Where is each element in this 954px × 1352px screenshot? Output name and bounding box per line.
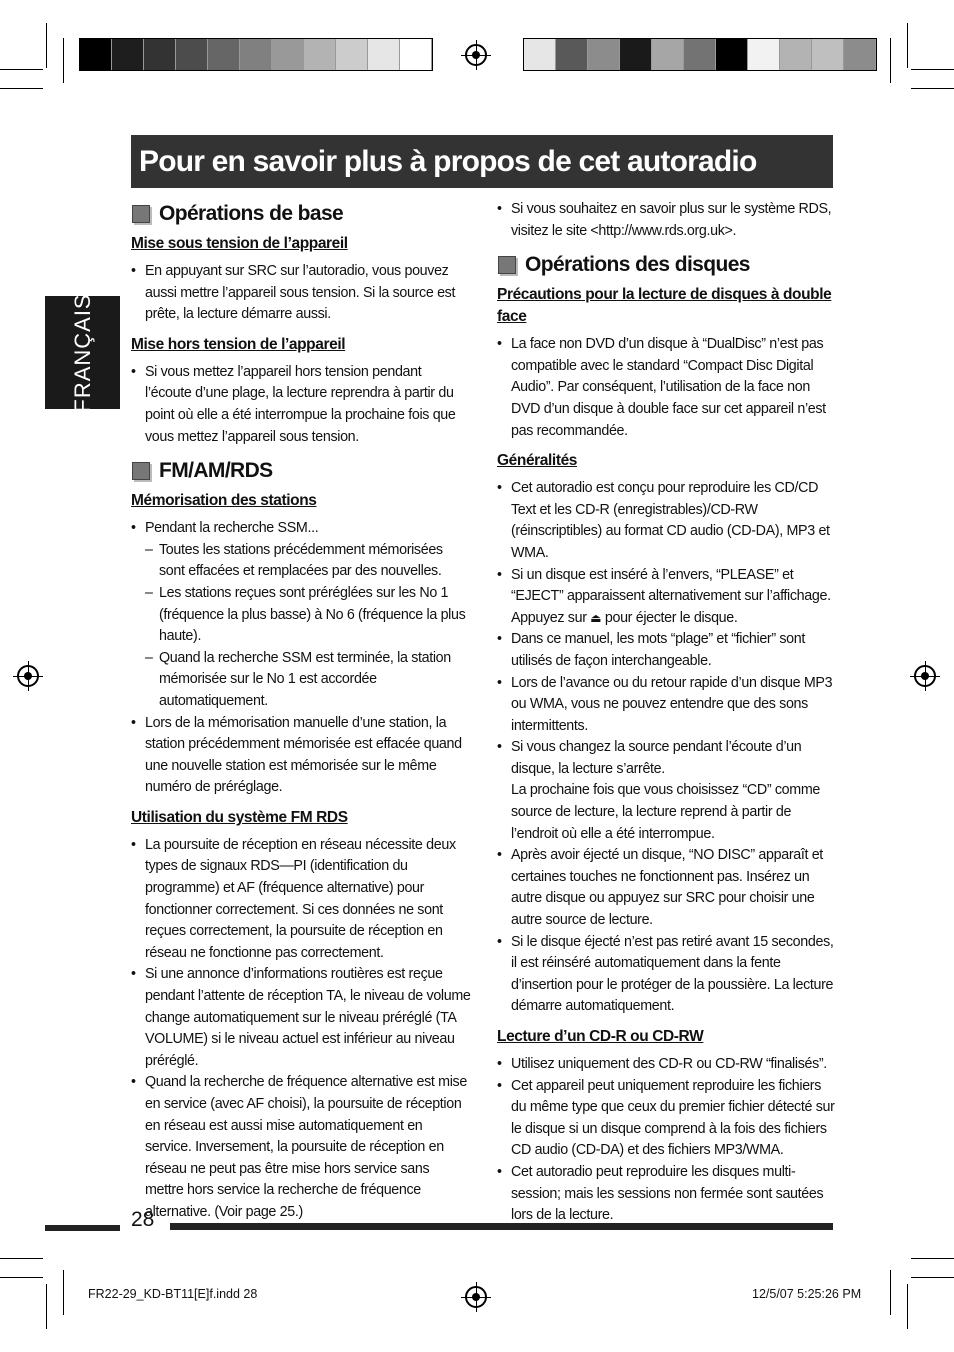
crop-mark: [911, 69, 954, 70]
crop-mark: [890, 38, 891, 83]
subheading: Généralités: [497, 452, 578, 470]
page-number: 28: [131, 1208, 155, 1231]
color-swatch: [304, 39, 336, 70]
crop-mark: [911, 1258, 954, 1259]
subheading: Précautions pour la lecture de disques à double face: [497, 286, 832, 326]
square-bullet-icon: [132, 462, 150, 480]
language-tab: [45, 292, 120, 413]
color-swatch: [652, 39, 684, 70]
list-item: • Si vous changez la source pendant l’écoute d’un disque, la lecture s’arrête. La prochaine fois que vous choisissez “CD” comme source de lecture, la lecture reprend à partir de l’endroit où elle a été interrompue.: [497, 737, 837, 845]
language-label: FRANÇAIS: [69, 292, 95, 413]
crop-mark: [46, 1284, 47, 1329]
crop-mark: [890, 1270, 891, 1315]
page-title: Pour en savoir plus à propos de cet autoradio: [131, 135, 833, 188]
column-left: [131, 199, 471, 1232]
color-swatch: [112, 39, 144, 70]
color-swatch: [336, 39, 368, 70]
list-item: • Si une annonce d’informations routières est reçue pendant l’attente de réception TA, le niveau de volume change automatiquement sur le niveau préréglé (TA VOLUME) si le niveau actuel est inférieur au niveau préréglé.: [131, 964, 471, 1072]
color-swatch: [780, 39, 812, 70]
list-item: • En appuyant sur SRC sur l’autoradio, vous pouvez aussi mettre l’appareil sous tension. Si la source est prête, la lecture démarre aussi.: [131, 261, 471, 326]
list-item: • Pendant la recherche SSM...: [131, 518, 471, 540]
color-swatch: [272, 39, 304, 70]
crop-mark: [0, 1277, 43, 1278]
section-heading: FM/AM/RDS: [131, 456, 471, 486]
crop-mark: [46, 23, 47, 68]
color-swatch: [812, 39, 844, 70]
registration-mark-icon: [465, 44, 487, 66]
footer-rule: [170, 1223, 833, 1230]
list-item: • Lors de la mémorisation manuelle d’une station, la station précédemment mémorisée est effacée quand une nouvelle station est mémorisée sur le même numéro de préréglage.: [131, 713, 471, 799]
crop-mark: [911, 88, 954, 89]
color-bar-right: [523, 38, 877, 71]
crop-mark: [907, 1284, 908, 1329]
bullet-list: [497, 1054, 837, 1227]
crop-mark: [63, 1270, 64, 1315]
color-swatch: [684, 39, 716, 70]
footer-rule: [45, 1225, 120, 1231]
crop-mark: [907, 23, 908, 68]
color-swatch: [588, 39, 620, 70]
list-item: • Après avoir éjecté un disque, “NO DISC” apparaît et certaines touches ne fonctionnent pas. Insérez un autre disque ou appuyez sur SRC pour choisir une autre source de lecture.: [497, 845, 837, 931]
crop-mark: [911, 1277, 954, 1278]
subheading: Mise hors tension de l’appareil: [131, 335, 346, 353]
section-heading: Opérations des disques: [497, 250, 837, 280]
section-heading: Opérations de base: [131, 199, 471, 229]
list-item: • Si vous souhaitez en savoir plus sur le système RDS, visitez le site <http://www.rds.org.uk>.: [497, 199, 837, 242]
list-item: • Cet appareil peut uniquement reproduire les fichiers du même type que ceux du premier fichier détecté sur le disque si un disque comprend à la fois des fichiers CD audio (CD-DA) et des fichiers MP3/WMA.: [497, 1076, 837, 1162]
list-item: • La poursuite de réception en réseau nécessite deux types de signaux RDS—PI (identification du programme) et AF (fréquence alternative) pour fonctionner correctement. Si ces données ne sont reçues correctement, la poursuite de réception en réseau ne fonctionne pas correctement.: [131, 835, 471, 965]
subheading: Lecture d’un CD-R ou CD-RW: [497, 1028, 704, 1045]
crop-mark: [0, 69, 43, 70]
color-swatch: [524, 39, 556, 70]
bullet-list: [497, 199, 837, 242]
bullet-list: [131, 835, 471, 1224]
list-item: • Si un disque est inséré à l’envers, “PLEASE” et “EJECT” apparaissent alternativement sur l’affichage. Appuyez sur ⏏ pour éjecter le disque.: [497, 565, 837, 630]
sub-list-item: – Toutes les stations précédemment mémorisées sont effacées et remplacées par des nouvelles.: [145, 541, 443, 580]
list-item: • Utilisez uniquement des CD-R ou CD-RW “finalisés”.: [497, 1054, 837, 1076]
bullet-list: [131, 362, 471, 448]
list-item: • La face non DVD d’un disque à “DualDisc” n’est pas compatible avec le standard “Compact Disc Digital Audio”. Par conséquent, l’utilisation de la face non DVD d’un disque à double face sur cet appareil n’est pas recommandée.: [497, 334, 837, 442]
list-item: • Quand la recherche de fréquence alternative est mise en service (avec AF choisi), la poursuite de réception en réseau est aussi mise automatiquement en service. Inversement, la poursuite de réception en réseau ne peut pas être mise hors service sans mettre hors service la recherche de fréquence alternative. (Voir page 25.): [131, 1072, 471, 1223]
registration-mark-icon: [465, 1286, 487, 1308]
color-swatch: [240, 39, 272, 70]
color-swatch: [620, 39, 652, 70]
color-swatch: [144, 39, 176, 70]
registration-mark-icon: [17, 665, 39, 687]
sub-list-item: – Quand la recherche SSM est terminée, la station mémorisée sur le No 1 est accordée automatiquement.: [145, 649, 451, 709]
subheading: Mémorisation des stations: [131, 492, 317, 510]
crop-mark: [0, 1258, 43, 1259]
color-swatch: [716, 39, 748, 70]
crop-mark: [63, 38, 64, 83]
color-swatch: [368, 39, 400, 70]
list-item: • Si vous mettez l’appareil hors tension pendant l’écoute d’une plage, la lecture reprendra à partir du point où elle a été interrompue la prochaine fois que vous mettez l’appareil sous tension.: [131, 362, 471, 448]
list-item: • Cet autoradio peut reproduire les disques multi-session; mais les sessions non fermée sont sautées lors de la lecture.: [497, 1162, 837, 1227]
bullet-list: [497, 478, 837, 1018]
subheading: Mise sous tension de l’appareil: [131, 235, 348, 252]
list-item: • Dans ce manuel, les mots “plage” et “fichier” sont utilisés de façon interchangeable.: [497, 629, 837, 672]
column-right: [497, 199, 837, 1235]
crop-mark: [0, 88, 43, 89]
color-swatch: [844, 39, 876, 70]
color-swatch: [176, 39, 208, 70]
list-item: • Cet autoradio est conçu pour reproduire les CD/CD Text et les CD-R (enregistrables)/CD-RW (réinscriptibles) au format CD audio (CD-DA), MP3 et WMA.: [497, 478, 837, 564]
slug-filename: FR22-29_KD-BT11[E]f.indd 28: [88, 1287, 258, 1301]
eject-icon: ⏏: [590, 610, 602, 625]
color-swatch: [208, 39, 240, 70]
bullet-list: [131, 261, 471, 326]
list-item-continuation: La prochaine fois que vous choisissez “CD” comme source de lecture, la lecture reprend à partir de l’endroit où elle a été interrompue.: [511, 782, 820, 842]
color-swatch: [400, 39, 432, 70]
registration-mark-icon: [914, 665, 936, 687]
color-swatch: [556, 39, 588, 70]
color-swatch: [80, 39, 112, 70]
bullet-list: [131, 518, 471, 799]
list-item: • Lors de l’avance ou du retour rapide d’un disque MP3 ou WMA, vous ne pouvez entendre que des sons intermittents.: [497, 673, 837, 738]
color-bar-left: [79, 38, 433, 71]
slug-timestamp: 12/5/07 5:25:26 PM: [752, 1287, 862, 1301]
square-bullet-icon: [498, 256, 516, 274]
list-item: • Si le disque éjecté n’est pas retiré avant 15 secondes, il est réinséré automatiquement dans la fente d’insertion pour le protéger de la poussière. La lecture démarre automatiquement.: [497, 932, 837, 1018]
bullet-list: [497, 334, 837, 442]
color-swatch: [748, 39, 780, 70]
square-bullet-icon: [132, 205, 150, 223]
subheading: Utilisation du système FM RDS: [131, 808, 348, 826]
sub-list-item: – Les stations reçues sont préréglées sur les No 1 (fréquence la plus basse) à No 6 (fréquence la plus haute).: [145, 584, 466, 645]
